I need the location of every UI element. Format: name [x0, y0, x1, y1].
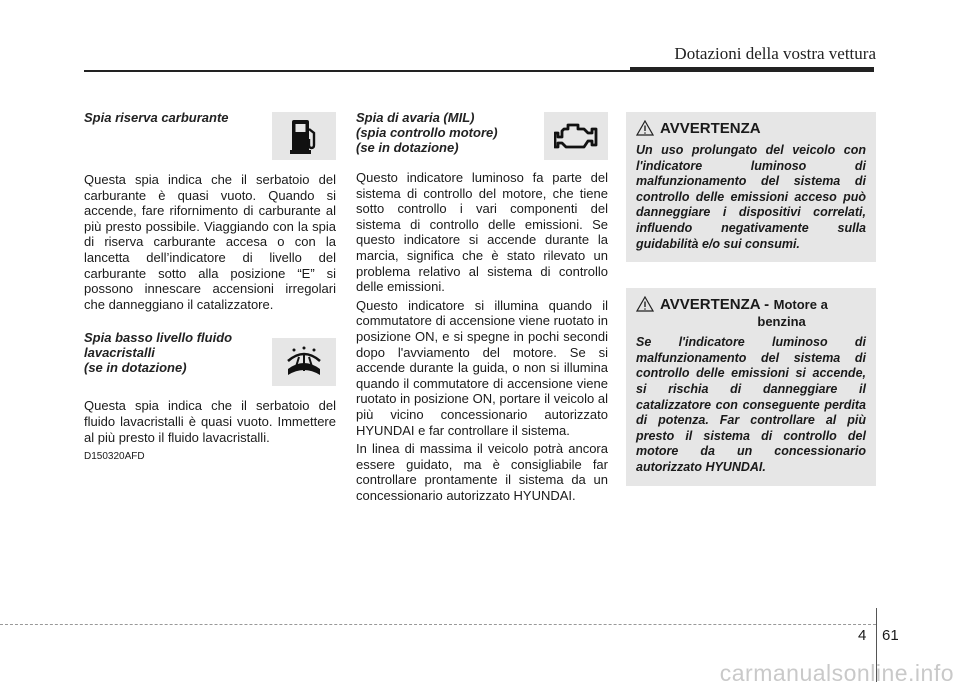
- chapter-number: 4: [858, 627, 867, 644]
- mil-section: [356, 110, 608, 503]
- mil-paragraph-3: In linea di massima il veicolo potrà ancora essere guidato, ma è consigliabile far controllare prontamente il sistema da un concessionario autorizzato HYUNDAI.: [356, 441, 608, 503]
- page-number: 61: [882, 627, 899, 644]
- column-1: [84, 110, 336, 462]
- mil-section-header: [356, 110, 608, 162]
- document-code: D150320AFD: [84, 451, 145, 463]
- watermark: carmanualsonline.info: [719, 660, 954, 686]
- fuel-section-title: Spia riserva carburante: [84, 110, 229, 125]
- washer-fluid-icon: [272, 338, 336, 386]
- warning-box-petrol: [626, 288, 876, 485]
- warning-triangle-icon: [636, 296, 654, 312]
- washer-section-title: [84, 330, 264, 375]
- fuel-section-header: [84, 110, 336, 162]
- washer-title-line-2: lavacristalli: [84, 345, 155, 361]
- warning-text-petrol: Se l'indicatore luminoso di malfunzionamento del sistema di controllo delle emissioni si accende, si rischia di danneggiare il catalizzatore con conseguente perdita di potenza. Far controllare al più presto il sistema di controllo del motore da un concessionario autorizzato HYUNDAI.: [636, 335, 866, 474]
- footer-rule: [0, 624, 876, 625]
- washer-section-header: [84, 330, 336, 388]
- warning-heading-petrol: [660, 296, 828, 329]
- washer-title-line-3: (se in dotazione): [84, 360, 187, 376]
- warning-subtitle-line-2: benzina: [757, 314, 806, 330]
- header-title: Dotazioni della vostra vettura: [674, 44, 876, 63]
- header-rule-accent: [630, 67, 874, 72]
- washer-section-text: Questa spia indica che il serbatoio del fluido lavacristalli è quasi vuoto. Immettere al più presto il fluido lavacristalli.: [84, 398, 336, 445]
- fuel-pump-icon: [272, 112, 336, 160]
- mil-paragraph-2: Questo indicatore si illumina quando il commutatore di accensione viene ruotato in posizione ON, e si spegne in pochi secondi dopo l'avviamento del motore. Se si accende durante la guida, o non si illumina quando il commutatore di accensione viene ruotato in posizione ON, portare il veicolo al più vicino concessionario autorizzato HYUNDAI e far controllare il sistema.: [356, 297, 608, 438]
- warning-title: AVVERTENZA: [660, 120, 761, 137]
- mil-paragraph-1: Questo indicatore luminoso fa parte del sistema di controllo del motore, che tiene sotto controllo i vari componenti del sistema di controllo delle emissioni. Se questo indicatore si accende durante la marcia, significa che è stato rilevato un problema relativo al sistema di controllo delle emissioni.: [356, 170, 608, 295]
- mil-section-title: [356, 110, 536, 155]
- washer-title-line-1: Spia basso livello fluido: [84, 330, 233, 346]
- column-3: [626, 112, 876, 486]
- warning-subtitle-line-1: Motore a: [773, 297, 828, 313]
- mil-title-line-3: (se in dotazione): [356, 140, 459, 155]
- warning-text: Un uso prolungato del veicolo con l'indicatore luminoso di malfunzionamento del sistema di controllo delle emissioni acceso può danneggiare i dispositivi correlati, influendo negativamente sulla guidabilità e/o sui consumi.: [636, 143, 866, 251]
- warning-header-petrol: [636, 296, 866, 329]
- mil-title-line-2: (spia controllo motore): [356, 125, 498, 140]
- fuel-section: [84, 110, 336, 312]
- mil-title-line-1: Spia di avaria (MIL): [356, 110, 475, 125]
- column-2: [356, 110, 608, 503]
- washer-section: [84, 330, 336, 462]
- warning-title-petrol: AVVERTENZA -: [660, 296, 770, 314]
- warning-header: [636, 120, 866, 137]
- check-engine-icon: [544, 112, 608, 160]
- fuel-section-text: Questa spia indica che il serbatoio del carburante è quasi vuoto. Quando si accende, fare rifornimento di carburante al più presto possibile. Viaggiando con la spia di riserva carburante accesa o con la lancetta dell’indicatore di livello del carburante sotto alla posizione “E” si possono innescare accensioni irregolari che danneggiano il catalizzatore.: [84, 172, 336, 312]
- warning-triangle-icon: [636, 120, 654, 136]
- warning-box-emissions: [626, 112, 876, 262]
